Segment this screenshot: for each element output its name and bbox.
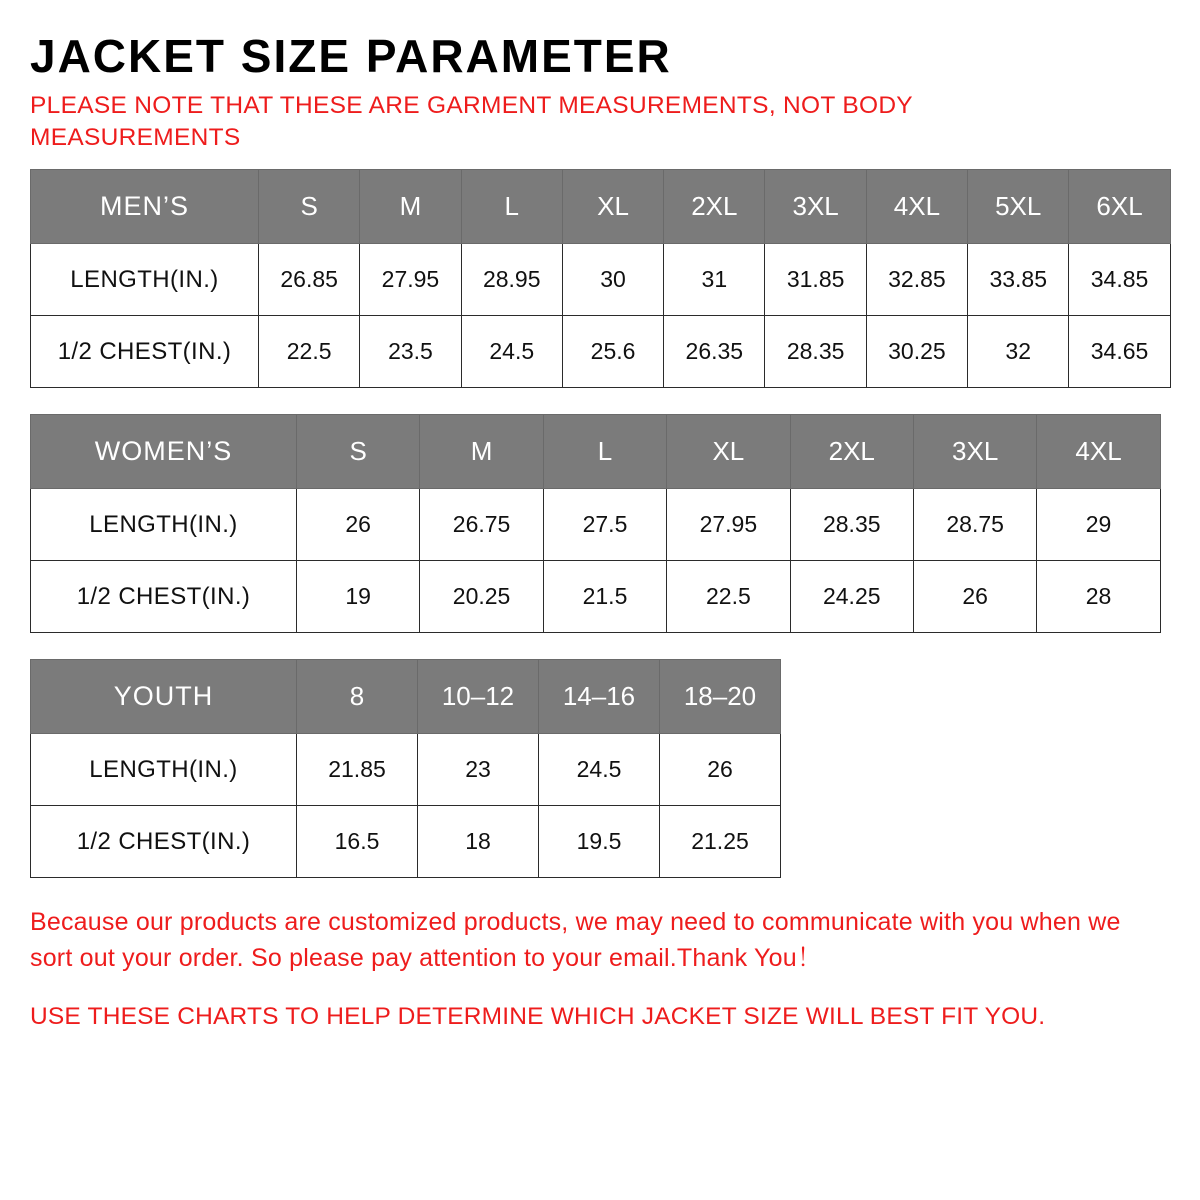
cell-value: 22.5 bbox=[259, 316, 360, 388]
top-note: PLEASE NOTE THAT THESE ARE GARMENT MEASUREMENTS, NOT BODY MEASUREMENTS bbox=[30, 92, 913, 151]
category-label: WOMEN’S bbox=[31, 415, 297, 489]
cell-value: 21.25 bbox=[660, 806, 781, 878]
cell-value: 26 bbox=[660, 734, 781, 806]
size-header: L bbox=[461, 170, 562, 244]
size-header: S bbox=[259, 170, 360, 244]
cell-value: 20.25 bbox=[420, 561, 543, 633]
row-label: LENGTH(IN.) bbox=[31, 489, 297, 561]
cell-value: 21.85 bbox=[297, 734, 418, 806]
row-label: 1/2 CHEST(IN.) bbox=[31, 316, 259, 388]
cell-value: 27.95 bbox=[667, 489, 790, 561]
size-header: 3XL bbox=[765, 170, 866, 244]
cell-value: 19.5 bbox=[539, 806, 660, 878]
cell-value: 26.75 bbox=[420, 489, 543, 561]
cell-value: 28.35 bbox=[790, 489, 913, 561]
cell-value: 22.5 bbox=[667, 561, 790, 633]
cell-value: 18 bbox=[418, 806, 539, 878]
row-label: 1/2 CHEST(IN.) bbox=[31, 806, 297, 878]
size-header: 2XL bbox=[790, 415, 913, 489]
cell-value: 30 bbox=[562, 244, 663, 316]
cell-value: 23 bbox=[418, 734, 539, 806]
size-header: 4XL bbox=[1037, 415, 1160, 489]
cell-value: 33.85 bbox=[968, 244, 1069, 316]
cell-value: 31.85 bbox=[765, 244, 866, 316]
table-row bbox=[31, 734, 781, 806]
cell-value: 24.5 bbox=[539, 734, 660, 806]
size-header: XL bbox=[667, 415, 790, 489]
cell-value: 32.85 bbox=[866, 244, 967, 316]
size-header: XL bbox=[562, 170, 663, 244]
cell-value: 30.25 bbox=[866, 316, 967, 388]
cell-value: 16.5 bbox=[297, 806, 418, 878]
cell-value: 21.5 bbox=[543, 561, 666, 633]
table-row bbox=[31, 806, 781, 878]
cell-value: 24.25 bbox=[790, 561, 913, 633]
size-header: 5XL bbox=[968, 170, 1069, 244]
page-title: JACKET SIZE PARAMETER bbox=[30, 30, 672, 82]
size-header: 4XL bbox=[866, 170, 967, 244]
size-header: M bbox=[420, 415, 543, 489]
cell-value: 23.5 bbox=[360, 316, 461, 388]
cell-value: 24.5 bbox=[461, 316, 562, 388]
youth-size-table bbox=[30, 659, 781, 878]
table-header-row bbox=[31, 415, 1161, 489]
table-header-row bbox=[31, 170, 1171, 244]
size-header: L bbox=[543, 415, 666, 489]
row-label: LENGTH(IN.) bbox=[31, 244, 259, 316]
table-header-row bbox=[31, 660, 781, 734]
size-header: 2XL bbox=[664, 170, 765, 244]
cell-value: 28 bbox=[1037, 561, 1160, 633]
footer-note-customized: Because our products are customized products, we may need to communicate with you when we sort out your order. So please pay attention to your email.Thank You！ bbox=[30, 908, 1121, 973]
cell-value: 31 bbox=[664, 244, 765, 316]
cell-value: 25.6 bbox=[562, 316, 663, 388]
cell-value: 34.85 bbox=[1069, 244, 1170, 316]
cell-value: 28.75 bbox=[913, 489, 1036, 561]
row-label: 1/2 CHEST(IN.) bbox=[31, 561, 297, 633]
size-header: 14–16 bbox=[539, 660, 660, 734]
table-row bbox=[31, 316, 1171, 388]
size-header: 8 bbox=[297, 660, 418, 734]
cell-value: 27.5 bbox=[543, 489, 666, 561]
womens-size-table bbox=[30, 414, 1161, 633]
cell-value: 26 bbox=[913, 561, 1036, 633]
cell-value: 26.85 bbox=[259, 244, 360, 316]
category-label: MEN’S bbox=[31, 170, 259, 244]
cell-value: 19 bbox=[297, 561, 420, 633]
category-label: YOUTH bbox=[31, 660, 297, 734]
cell-value: 26 bbox=[297, 489, 420, 561]
cell-value: 32 bbox=[968, 316, 1069, 388]
size-header: 18–20 bbox=[660, 660, 781, 734]
cell-value: 28.95 bbox=[461, 244, 562, 316]
cell-value: 29 bbox=[1037, 489, 1160, 561]
row-label: LENGTH(IN.) bbox=[31, 734, 297, 806]
size-header: 6XL bbox=[1069, 170, 1170, 244]
table-row bbox=[31, 244, 1171, 316]
size-header: M bbox=[360, 170, 461, 244]
size-header: S bbox=[297, 415, 420, 489]
size-header: 10–12 bbox=[418, 660, 539, 734]
size-header: 3XL bbox=[913, 415, 1036, 489]
cell-value: 34.65 bbox=[1069, 316, 1170, 388]
cell-value: 28.35 bbox=[765, 316, 866, 388]
cell-value: 26.35 bbox=[664, 316, 765, 388]
table-row bbox=[31, 489, 1161, 561]
mens-size-table bbox=[30, 169, 1171, 388]
footer-note-usage: USE THESE CHARTS TO HELP DETERMINE WHICH JACKET SIZE WILL BEST FIT YOU. bbox=[30, 1002, 1046, 1030]
table-row bbox=[31, 561, 1161, 633]
cell-value: 27.95 bbox=[360, 244, 461, 316]
